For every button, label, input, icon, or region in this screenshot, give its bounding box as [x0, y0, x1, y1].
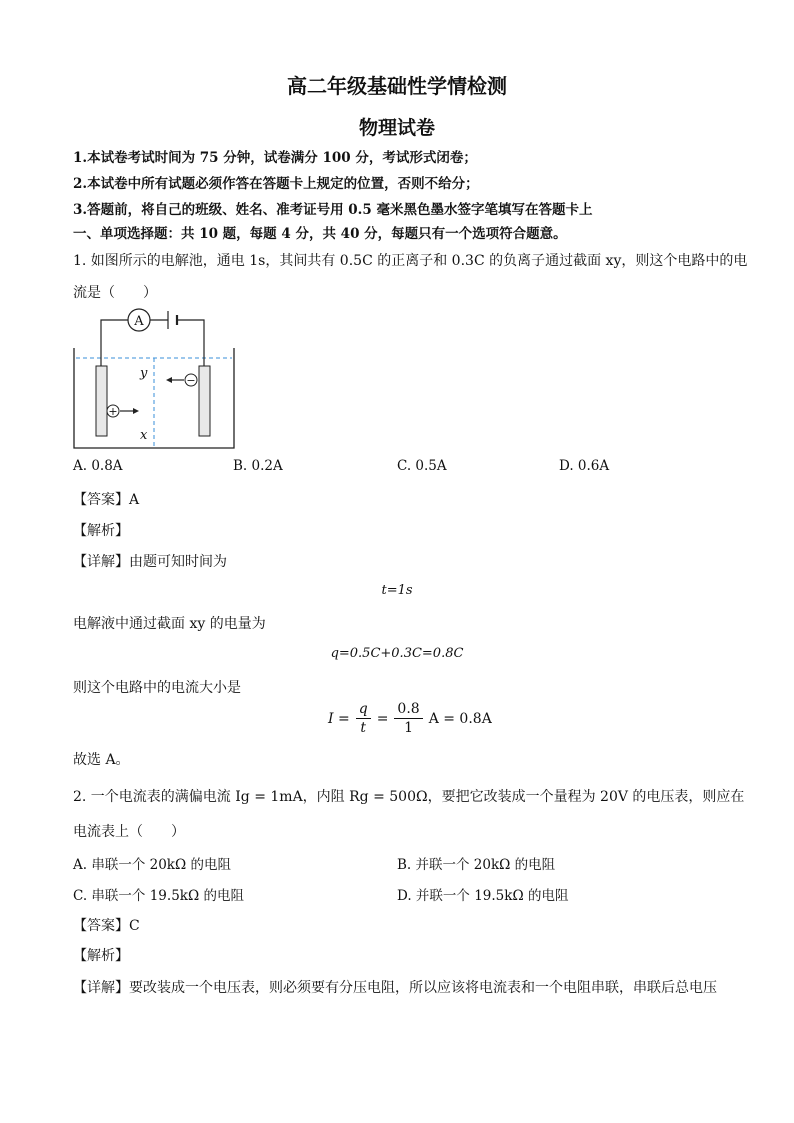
q1-answer: 【答案】A [73, 492, 140, 508]
q1-option-a[interactable]: A. 0.8A [73, 458, 123, 474]
q1-option-b[interactable]: B. 0.2A [233, 458, 283, 474]
exam-title: 高二年级基础性学情检测 [287, 74, 507, 98]
positive-ion-icon: + [108, 405, 118, 418]
notice-3: 3.答题前，将自己的班级、姓名、准考证号用 0.5 毫米黑色墨水签字笔填写在答题卡上 [73, 202, 593, 218]
q1-equation-current [328, 700, 492, 737]
q2-option-d[interactable]: D. 并联一个 19.5kΩ 的电阻 [397, 888, 569, 904]
negative-ion-icon: − [186, 374, 196, 387]
q2-detail: 【详解】要改装成一个电压表，则必须要有分压电阻，所以应该将电流表和一个电阻串联，串联后总电压 [73, 980, 717, 996]
eq-rhs: A = 0.8A [428, 710, 492, 727]
q2-analysis: 【解析】 [73, 948, 129, 964]
q1-analysis: 【解析】 [73, 523, 129, 539]
section-label-y: y [140, 366, 148, 381]
fraction-values: $\frac{0.8}{1}$ [394, 700, 422, 737]
electrolytic-cell-diagram [70, 300, 240, 452]
q2-option-c[interactable]: C. 串联一个 19.5kΩ 的电阻 [73, 888, 244, 904]
q1-option-c[interactable]: C. 0.5A [397, 458, 447, 474]
q1-option-d[interactable]: D. 0.6A [559, 458, 610, 474]
q2-answer: 【答案】C [73, 918, 140, 934]
notice-2: 2.本试卷中所有试题必须作答在答题卡上规定的位置，否则不给分； [73, 176, 479, 192]
notice-1: 1.本试卷考试时间为 75 分钟，试卷满分 100 分，考试形式闭卷； [73, 150, 477, 166]
q2-option-b[interactable]: B. 并联一个 20kΩ 的电阻 [397, 857, 556, 873]
q1-detail: 【详解】由题可知时间为 [73, 554, 227, 570]
exam-subtitle: 物理试卷 [358, 117, 435, 139]
section-heading: 一、单项选择题：共 10 题，每题 4 分，共 40 分，每题只有一个选项符合题意。 [73, 226, 567, 242]
q1-text-current: 则这个电路中的电流大小是 [73, 680, 241, 696]
q2-stem-line1: 2. 一个电流表的满偏电流 Ig = 1mA，内阻 Rg = 500Ω，要把它改装成一个量程为 20V 的电压表，则应在 [73, 789, 745, 805]
q2-option-a[interactable]: A. 串联一个 20kΩ 的电阻 [73, 857, 231, 873]
ammeter-label: A [134, 314, 144, 329]
q1-stem-line2: 流是（ ） [73, 285, 157, 301]
fraction-q-over-t: $\frac{q}{t}$ [356, 700, 371, 737]
eq-equals: = [376, 710, 389, 727]
section-label-x: x [140, 428, 148, 443]
eq-lhs: I = [328, 710, 350, 727]
q1-equation-charge: q=0.5C+0.3C=0.8C [330, 646, 464, 661]
q1-stem-line1: 1. 如图所示的电解池，通电 1s，其间共有 0.5C 的正离子和 0.3C 的负离子通过截面 xy，则这个电路中的电 [73, 253, 748, 269]
q1-text-charge: 电解液中通过截面 xy 的电量为 [73, 616, 266, 632]
q2-stem-line2: 电流表上（ ） [73, 824, 185, 840]
q1-conclusion: 故选 A。 [73, 752, 130, 768]
q1-equation-time: t=1s [381, 583, 413, 598]
